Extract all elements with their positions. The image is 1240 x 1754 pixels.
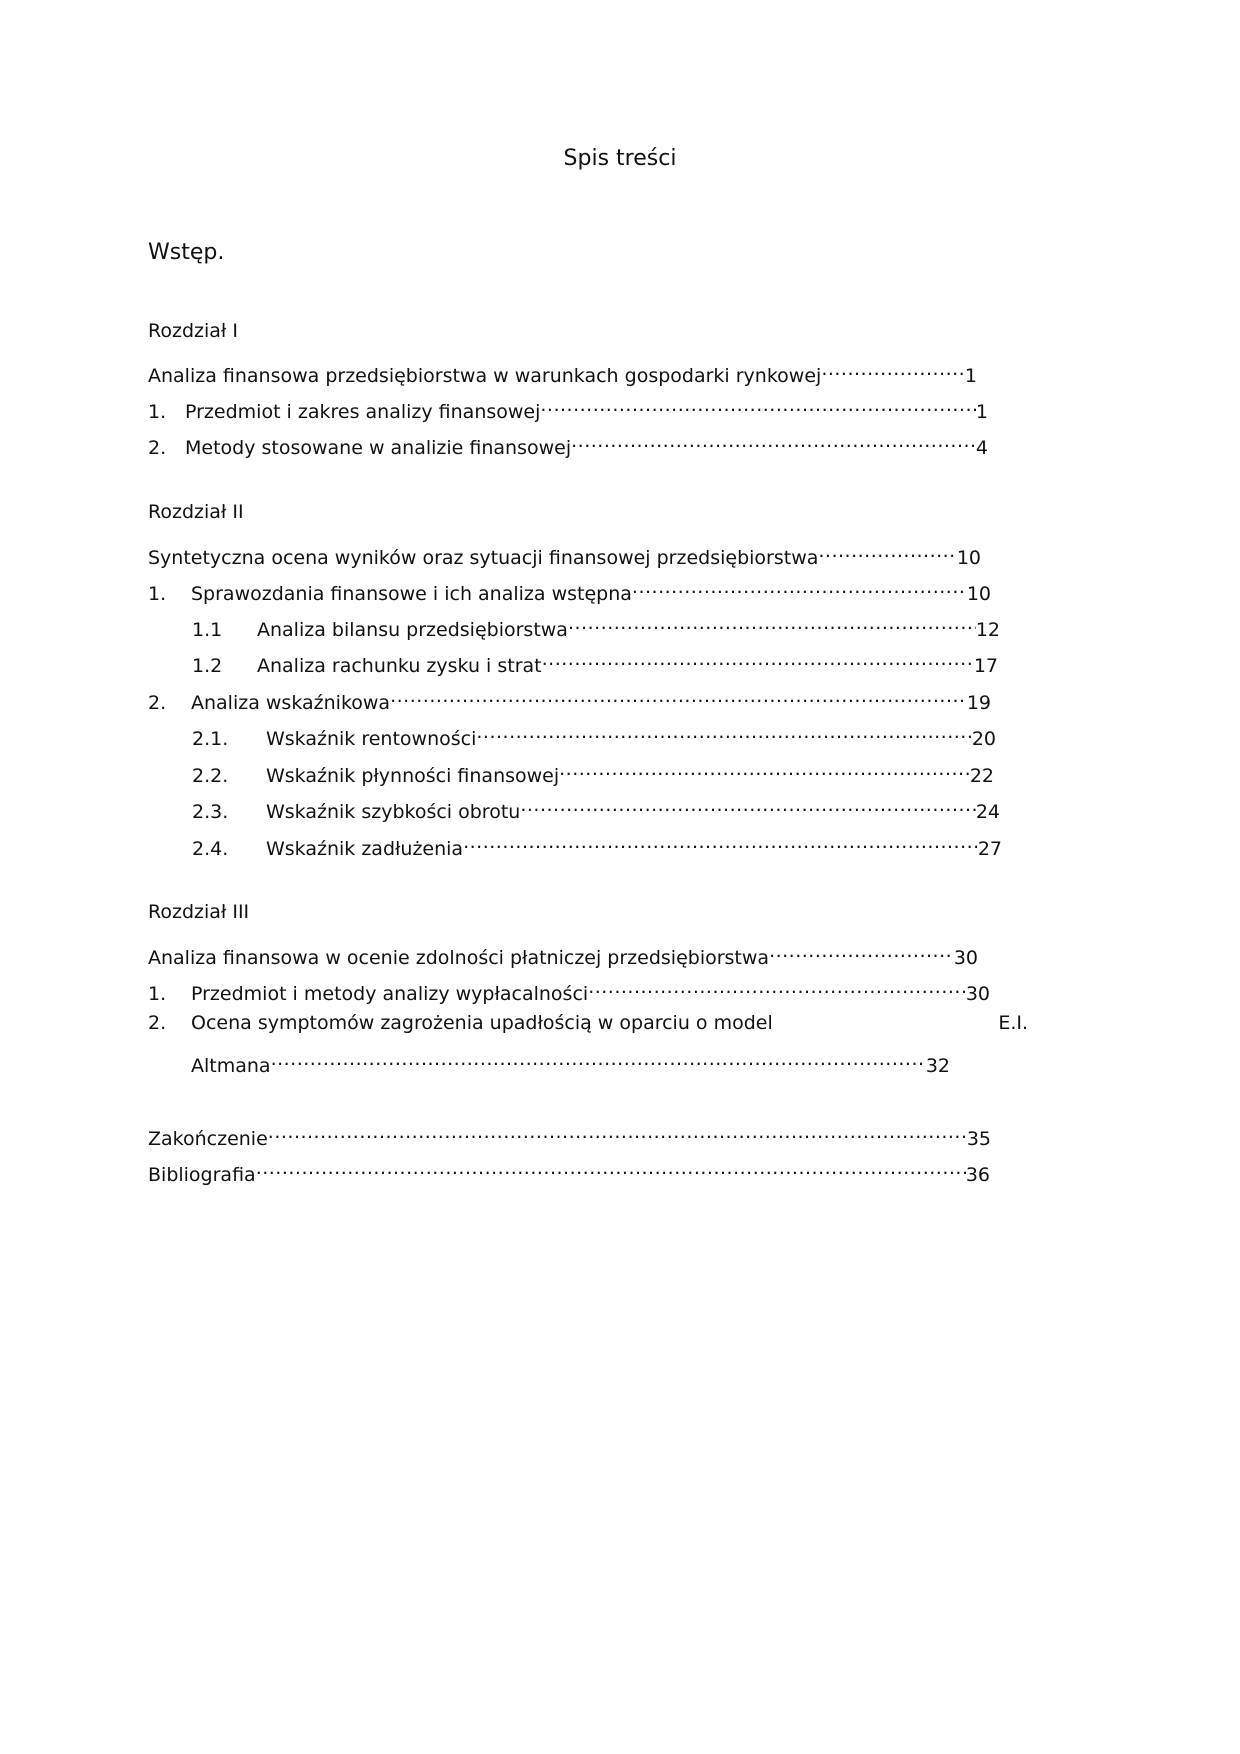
toc-entry[interactable] [148,829,1002,860]
dot-leader [476,719,971,745]
entry-label: Analiza finansowa w ocenie zdolności płatniczej przedsiębiorstwa [148,947,770,969]
toc-title: Spis treści [563,146,677,171]
dot-leader [540,392,976,418]
toc-entry[interactable] [148,938,978,969]
toc-entry[interactable] [148,1010,1028,1036]
entry-label: Analiza wskaźnikowa [191,692,391,714]
entry-page: 22 [969,765,994,787]
entry-page: 30 [953,947,978,969]
toc-entry[interactable] [148,610,1000,641]
entry-number: 2.1. [192,728,229,750]
dot-leader [390,683,967,709]
entry-page: 27 [977,838,1002,860]
entry-number: 2.2. [192,765,229,787]
toc-entry[interactable] [148,538,981,569]
entry-number: 1. [148,583,167,605]
entry-page: 4 [975,437,988,459]
entry-label: Syntetyczna ocena wyników oraz sytuacji finansowej przedsiębiorstwa [148,547,819,569]
entry-page: 24 [975,801,1000,823]
entry-page: 35 [966,1128,991,1150]
entry-page: 10 [956,547,981,569]
entry-number: 2. [148,692,167,714]
toc-entry[interactable] [148,392,988,423]
entry-number: 1. [148,401,167,423]
entry-label: Sprawozdania finansowe i ich analiza wstępna [191,583,632,605]
entry-label: Wskaźnik rentowności [266,728,477,750]
entry-number: 1.1 [192,619,223,641]
entry-label: Analiza bilansu przedsiębiorstwa [257,619,568,641]
entry-page: 17 [973,655,998,677]
entry-label-tail: E.I. [998,1012,1028,1034]
entry-page: 10 [966,583,991,605]
dot-leader [769,938,954,964]
toc-entry[interactable] [148,428,988,459]
toc-entry[interactable] [148,646,998,677]
dot-leader [256,1155,966,1181]
entry-page: 12 [975,619,1000,641]
chapter-heading: Rozdział II [148,501,244,523]
entry-label: Przedmiot i metody analizy wypłacalności [191,983,589,1005]
dot-leader [520,792,975,818]
entry-number: 1.2 [192,655,223,677]
entry-page: 20 [971,728,996,750]
toc-entry[interactable] [148,974,990,1005]
toc-entry[interactable] [148,356,977,387]
dot-leader [818,538,956,564]
entry-label: Analiza finansowa przedsiębiorstwa w warunkach gospodarki rynkowej [148,365,822,387]
toc-entry[interactable] [148,792,1000,823]
dot-leader [571,428,976,454]
entry-page: 1 [975,401,988,423]
entry-label: Zakończenie [148,1128,268,1150]
entry-label: Wskaźnik płynności finansowej [266,765,560,787]
entry-label: Wskaźnik szybkości obrotu [266,801,521,823]
toc-entry[interactable] [148,719,996,750]
entry-label: Altmana [191,1055,271,1077]
entry-number: 2.4. [192,838,229,860]
dot-leader [821,356,965,382]
entry-number: 1. [148,983,167,1005]
entry-label: Analiza rachunku zysku i strat [257,655,542,677]
dot-leader [268,1119,967,1145]
toc-entry-ending[interactable] [148,1119,991,1150]
entry-number: 2.3. [192,801,229,823]
entry-label: Wskaźnik zadłużenia [266,838,464,860]
dot-leader [632,574,967,600]
entry-number: 2. [148,437,167,459]
dot-leader [463,829,978,855]
chapter-heading: Rozdział I [148,320,238,342]
entry-label: Przedmiot i zakres analizy finansowej [185,401,541,423]
dot-leader [542,646,974,672]
dot-leader [559,756,970,782]
entry-label: Bibliografia [148,1164,256,1186]
entry-page: 32 [925,1055,950,1077]
entry-page: 36 [965,1164,990,1186]
toc-entry-bibliography[interactable] [148,1155,990,1186]
toc-entry[interactable] [148,756,994,787]
entry-label: Ocena symptomów zagrożenia upadłością w oparciu o model [191,1012,773,1034]
entry-number: 2. [148,1012,167,1034]
dot-leader [588,974,966,1000]
toc-intro: Wstęp. [148,240,225,265]
dot-leader [271,1046,926,1072]
dot-leader [568,610,976,636]
chapter-heading: Rozdział III [148,901,250,923]
entry-page: 19 [966,692,991,714]
toc-entry[interactable] [148,683,991,714]
entry-page: 1 [964,365,977,387]
entry-page: 30 [965,983,990,1005]
entry-label: Metody stosowane w analizie finansowej [185,437,572,459]
toc-entry[interactable] [148,574,991,605]
toc-entry-continuation[interactable] [191,1046,950,1077]
